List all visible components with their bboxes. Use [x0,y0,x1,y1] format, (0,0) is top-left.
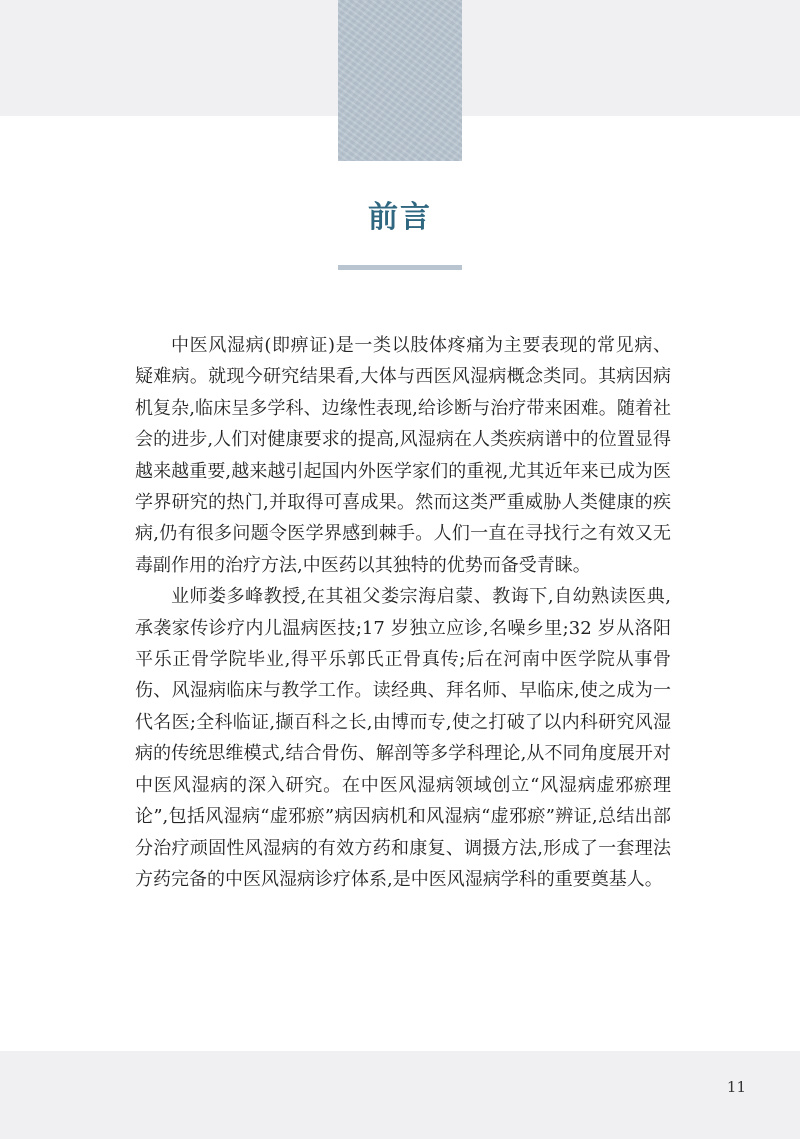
bottom-band [0,1051,800,1139]
page-title: 前言 [368,200,432,235]
title-underline-rule [338,265,462,270]
body-text [135,330,671,895]
paragraph-2: 业师娄多峰教授,在其祖父娄宗海启蒙、教诲下,自幼熟读医典,承袭家传诊疗内儿温病医技;17 岁独立应诊,名噪乡里;32 岁从洛阳平乐正骨学院毕业,得平乐郭氏正骨真传;后在河南中医学院从事骨伤、风湿病临床与教学工作。读经典、拜名师、早临床,使之成为一代名医;全科临证,撷百科之长,由博而专,使之打破了以内科研究风湿病的传统思维模式,结合骨伤、解剖等多学科理论,从不同角度展开对中医风湿病的深入研究。在中医风湿病领域创立“风湿病虚邪瘀理论”,包括风湿病“虚邪瘀”病因病机和风湿病“虚邪瘀”辨证,总结出部分治疗顽固性风湿病的有效方药和康复、调摄方法,形成了一套理法方药完备的中医风湿病诊疗体系,是中医风湿病学科的重要奠基人。 [135,586,671,890]
paragraph-1: 中医风湿病(即痹证)是一类以肢体疼痛为主要表现的常见病、疑难病。就现今研究结果看,大体与西医风湿病概念类同。其病因病机复杂,临床呈多学科、边缘性表现,给诊断与治疗带来困难。随着社会的进步,人们对健康要求的提高,风湿病在人类疾病谱中的位置显得越来越重要,越来越引起国内外医学家们的重视,尤其近年来已成为医学界研究的热门,并取得可喜成果。然而这类严重威胁人类健康的疾病,仍有很多问题令医学界感到棘手。人们一直在寻找行之有效又无毒副作用的治疗方法,中医药以其独特的优势而备受青睐。 [135,335,671,576]
page-number: 11 [726,1078,746,1096]
header-decorative-block [338,0,462,161]
